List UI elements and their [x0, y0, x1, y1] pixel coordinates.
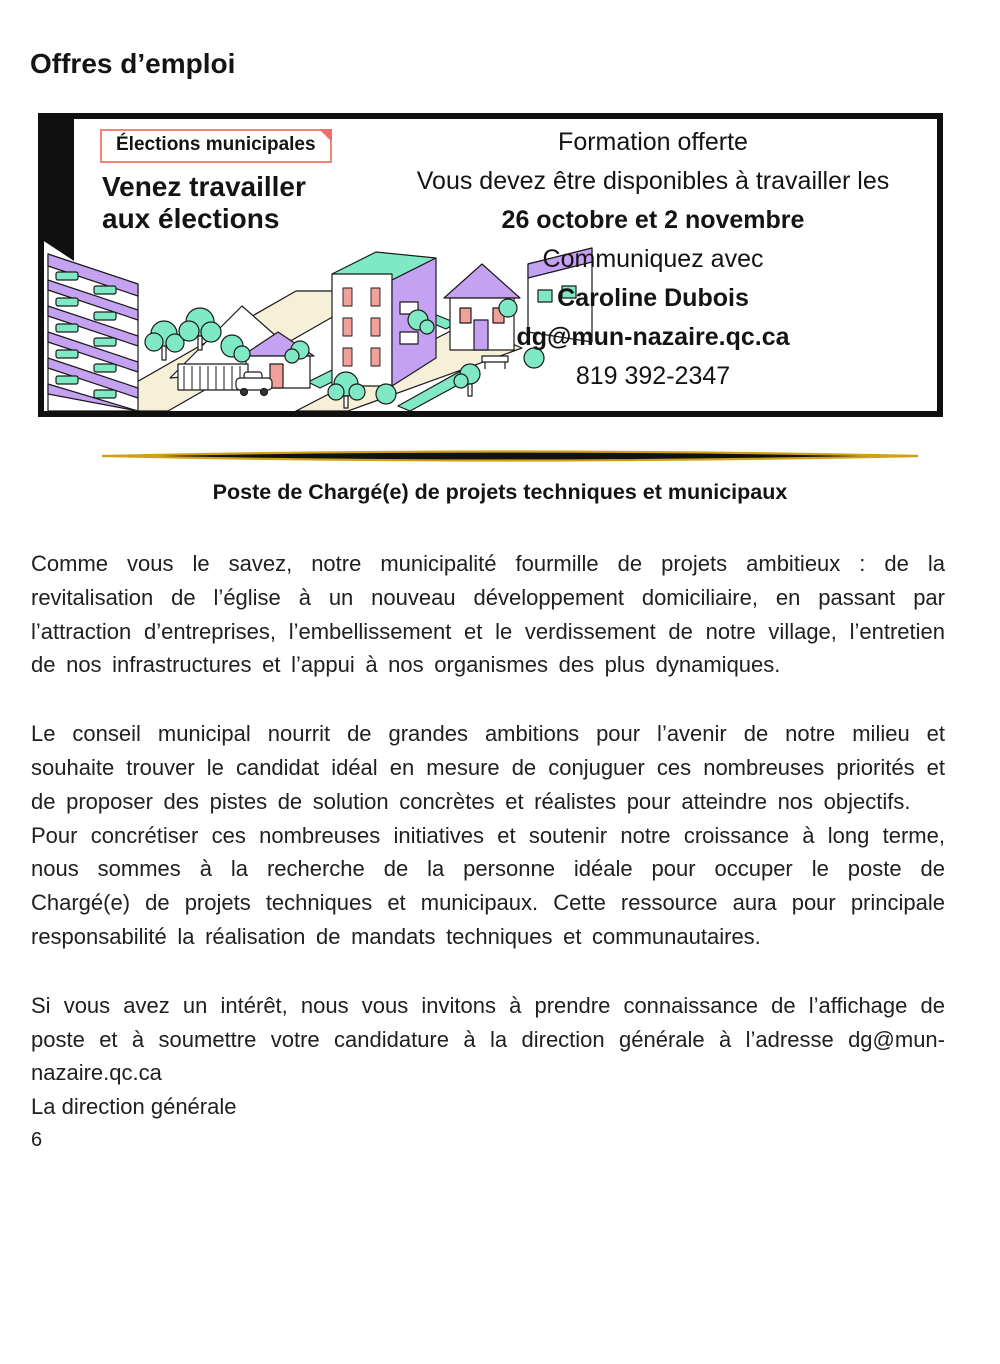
ad-info-line: Vous devez être disponibles à travailler les [416, 167, 890, 195]
article-heading: Poste de Chargé(e) de projets techniques et municipaux [212, 480, 788, 504]
article-body [31, 547, 945, 1158]
page-title: Offres d’emploi [30, 48, 236, 79]
elections-badge-label: Élections municipales [116, 134, 316, 155]
ad-info-line: Formation offerte [558, 128, 748, 156]
ad-headline-line1: Venez travailler [102, 171, 306, 202]
ad-info-line: Communiquez avec [542, 245, 764, 273]
ad-contact-email: dg@mun-nazaire.qc.ca [516, 323, 790, 351]
paragraph-council: Le conseil municipal nourrit de grandes ambitions pour l’avenir de notre milieu et souhaite trouver le candidat idéal en mesure de conjuguer ces nombreuses priorités et de proposer des pistes de solution concrètes et réalistes pour atteindre nos objectifs. [31, 721, 945, 814]
ad-contact-info [374, 123, 932, 396]
paragraph-apply: Si vous avez un intérêt, nous vous invitons à prendre connaissance de l’affichage de poste et à soumettre votre candidature à la direction générale à l’adresse dg@mun-nazaire.qc.ca [31, 992, 945, 1086]
decorative-divider [100, 448, 920, 464]
ad-headline-line2: aux élections [102, 202, 280, 234]
elections-badge [100, 129, 332, 163]
job-ad-box [38, 113, 943, 417]
ad-contact-name: Caroline Dubois [557, 284, 749, 312]
ad-contact-phone: 819 392-2347 [575, 362, 731, 390]
badge-fold-corner-icon [319, 129, 332, 142]
paragraph-intro: Comme vous le savez, notre municipalité fourmille de projets ambitieux : de la revitalisation de l’église à un nouveau développement domiciliaire, en passant par l’attraction d’entreprises, l’embellissement et le verdissement de notre village, l’entretien de nos infrastructures et l’appui à nos organismes des plus dynamiques. [31, 551, 945, 678]
paragraph-position: Pour concrétiser ces nombreuses initiatives et soutenir notre croissance à long terme, nous sommes à la recherche de la personne idéale pour occuper le poste de Chargé(e) de projets techniques et municipaux. Cette ressource aura pour principale responsabilité la réalisation de mandats techniques et communautaires. [31, 822, 945, 949]
page-number: 6 [31, 1128, 43, 1151]
signature-text: La direction générale [31, 1094, 237, 1120]
ad-dates-line: 26 octobre et 2 novembre [501, 206, 805, 234]
